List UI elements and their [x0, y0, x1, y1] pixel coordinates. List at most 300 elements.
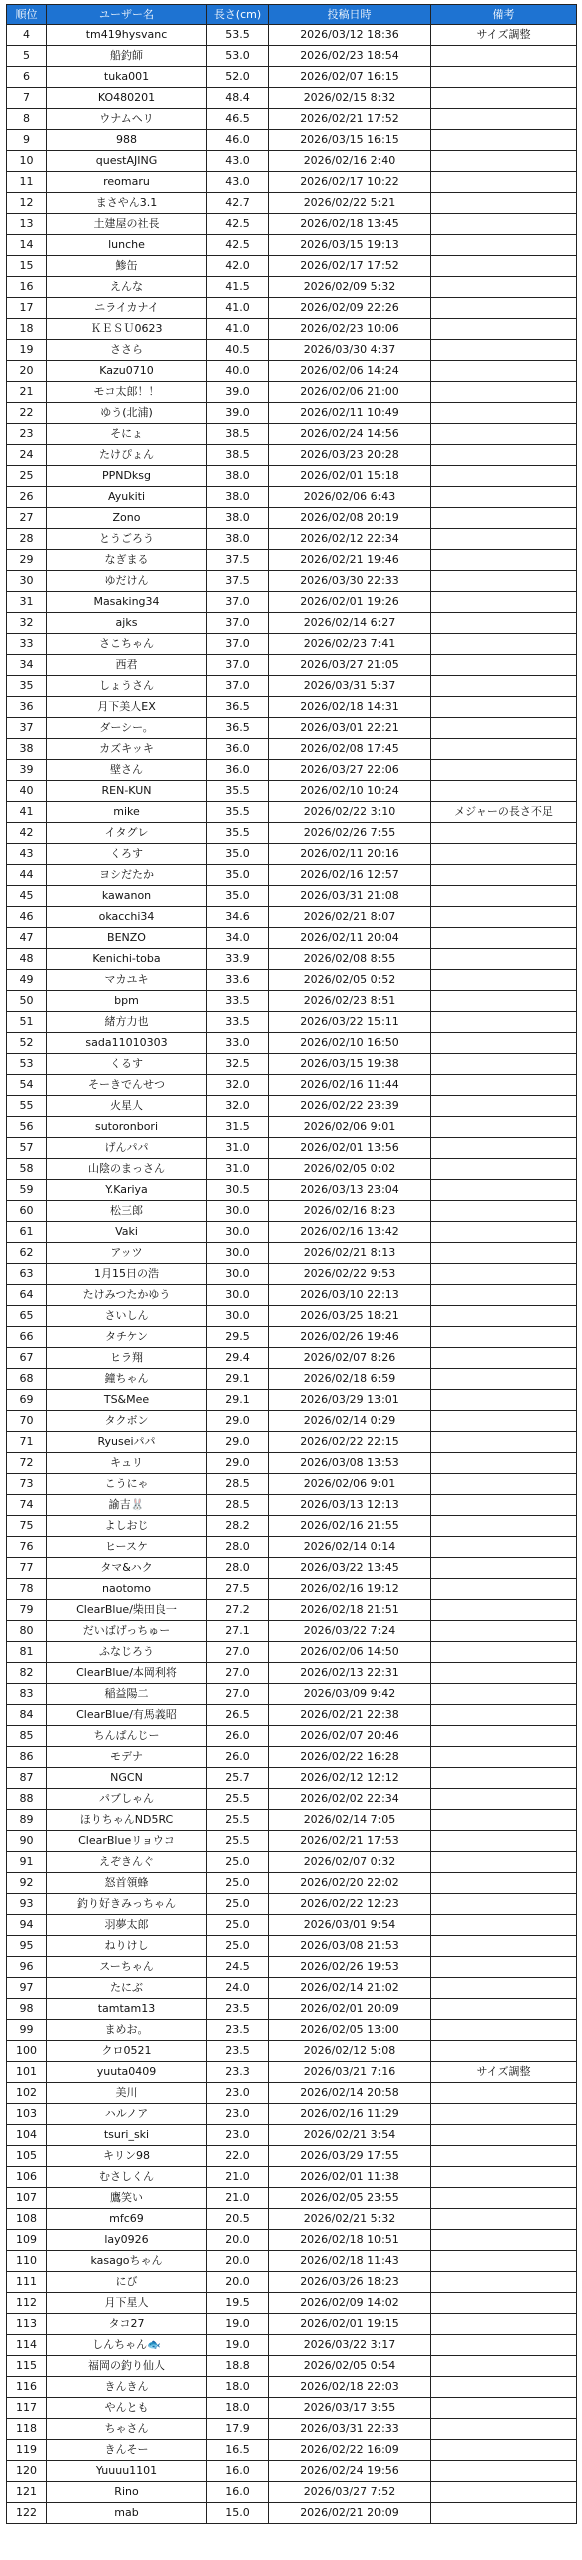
username-cell: ＫＥＳＵ0623 — [47, 319, 207, 340]
username-cell: ヒラ翔 — [47, 1348, 207, 1369]
rank-cell: 103 — [7, 2104, 47, 2125]
date-cell: 2026/02/21 17:52 — [269, 109, 431, 130]
length-cell: 33.6 — [207, 970, 269, 991]
note-cell — [431, 2314, 577, 2335]
rank-cell: 36 — [7, 697, 47, 718]
table-row — [7, 2188, 577, 2209]
length-cell: 27.5 — [207, 1579, 269, 1600]
username-cell: ほりちゃんND5RC — [47, 1810, 207, 1831]
length-cell: 21.0 — [207, 2188, 269, 2209]
username-cell: yuuta0409 — [47, 2062, 207, 2083]
table-row — [7, 970, 577, 991]
length-cell: 16.0 — [207, 2482, 269, 2503]
note-cell — [431, 424, 577, 445]
table-row — [7, 613, 577, 634]
rank-cell: 97 — [7, 1978, 47, 1999]
length-cell: 21.0 — [207, 2167, 269, 2188]
table-row — [7, 2314, 577, 2335]
date-cell: 2026/02/18 14:31 — [269, 697, 431, 718]
rank-cell: 89 — [7, 1810, 47, 1831]
date-cell: 2026/02/12 22:34 — [269, 529, 431, 550]
rank-cell: 59 — [7, 1180, 47, 1201]
rank-cell: 88 — [7, 1789, 47, 1810]
date-cell: 2026/02/22 23:39 — [269, 1096, 431, 1117]
date-cell: 2026/02/11 20:04 — [269, 928, 431, 949]
date-cell: 2026/02/18 21:51 — [269, 1600, 431, 1621]
rank-cell: 71 — [7, 1432, 47, 1453]
table-row — [7, 1495, 577, 1516]
date-cell: 2026/02/21 22:38 — [269, 1705, 431, 1726]
date-cell: 2026/02/16 12:57 — [269, 865, 431, 886]
date-cell: 2026/03/01 9:54 — [269, 1915, 431, 1936]
length-cell: 35.0 — [207, 865, 269, 886]
date-cell: 2026/02/09 14:02 — [269, 2293, 431, 2314]
rank-cell: 19 — [7, 340, 47, 361]
rank-cell: 12 — [7, 193, 47, 214]
rank-cell: 16 — [7, 277, 47, 298]
note-cell — [431, 1852, 577, 1873]
rank-cell: 98 — [7, 1999, 47, 2020]
username-cell: NGCN — [47, 1768, 207, 1789]
date-cell: 2026/02/22 22:15 — [269, 1432, 431, 1453]
table-row — [7, 2461, 577, 2482]
username-cell: だいばげっちゅー — [47, 1621, 207, 1642]
table-row — [7, 1012, 577, 1033]
length-cell: 34.6 — [207, 907, 269, 928]
date-cell: 2026/02/08 8:55 — [269, 949, 431, 970]
username-cell: okacchi34 — [47, 907, 207, 928]
note-cell — [431, 1306, 577, 1327]
note-cell — [431, 2104, 577, 2125]
date-cell: 2026/03/12 18:36 — [269, 25, 431, 46]
username-cell: sutoronbori — [47, 1117, 207, 1138]
date-cell: 2026/02/18 13:45 — [269, 214, 431, 235]
rank-cell: 91 — [7, 1852, 47, 1873]
note-cell: サイズ調整 — [431, 2062, 577, 2083]
table-row — [7, 1726, 577, 1747]
table-row — [7, 1075, 577, 1096]
note-cell — [431, 2419, 577, 2440]
username-cell: kasagoちゃん — [47, 2251, 207, 2272]
username-cell: reomaru — [47, 172, 207, 193]
length-cell: 52.0 — [207, 67, 269, 88]
username-cell: ダーシー。 — [47, 718, 207, 739]
length-cell: 23.5 — [207, 2020, 269, 2041]
table-row — [7, 1117, 577, 1138]
rank-cell: 72 — [7, 1453, 47, 1474]
table-row — [7, 361, 577, 382]
note-cell — [431, 1033, 577, 1054]
table-row — [7, 424, 577, 445]
table-row — [7, 2104, 577, 2125]
length-cell: 37.5 — [207, 550, 269, 571]
note-cell — [431, 1747, 577, 1768]
rank-cell: 38 — [7, 739, 47, 760]
rank-cell: 110 — [7, 2251, 47, 2272]
rank-cell: 111 — [7, 2272, 47, 2293]
date-cell: 2026/03/08 21:53 — [269, 1936, 431, 1957]
table-row — [7, 1285, 577, 1306]
rank-cell: 116 — [7, 2377, 47, 2398]
date-cell: 2026/02/16 21:55 — [269, 1516, 431, 1537]
length-cell: 30.0 — [207, 1222, 269, 1243]
date-cell: 2026/02/01 19:26 — [269, 592, 431, 613]
note-cell — [431, 1159, 577, 1180]
note-cell — [431, 550, 577, 571]
rank-cell: 44 — [7, 865, 47, 886]
date-cell: 2026/02/06 6:43 — [269, 487, 431, 508]
note-cell — [431, 466, 577, 487]
rank-cell: 56 — [7, 1117, 47, 1138]
table-row — [7, 1642, 577, 1663]
date-cell: 2026/02/14 7:05 — [269, 1810, 431, 1831]
note-cell — [431, 571, 577, 592]
note-cell — [431, 172, 577, 193]
note-cell — [431, 2146, 577, 2167]
rank-cell: 9 — [7, 130, 47, 151]
username-cell: ウナムヘリ — [47, 109, 207, 130]
rank-cell: 35 — [7, 676, 47, 697]
date-cell: 2026/02/21 20:09 — [269, 2503, 431, 2524]
length-cell: 23.5 — [207, 2041, 269, 2062]
username-cell: なぎまる — [47, 550, 207, 571]
table-row — [7, 1180, 577, 1201]
date-cell: 2026/03/22 3:17 — [269, 2335, 431, 2356]
rank-cell: 84 — [7, 1705, 47, 1726]
length-cell: 20.0 — [207, 2272, 269, 2293]
length-cell: 43.0 — [207, 172, 269, 193]
rank-cell: 119 — [7, 2440, 47, 2461]
rank-cell: 58 — [7, 1159, 47, 1180]
table-row — [7, 1327, 577, 1348]
rank-cell: 57 — [7, 1138, 47, 1159]
note-cell — [431, 634, 577, 655]
length-cell: 37.0 — [207, 613, 269, 634]
date-cell: 2026/02/26 19:53 — [269, 1957, 431, 1978]
table-row — [7, 319, 577, 340]
date-cell: 2026/03/13 23:04 — [269, 1180, 431, 1201]
note-cell — [431, 1537, 577, 1558]
username-cell: Rino — [47, 2482, 207, 2503]
note-cell — [431, 2482, 577, 2503]
table-row — [7, 634, 577, 655]
note-cell — [431, 1516, 577, 1537]
note-cell — [431, 1915, 577, 1936]
table-row — [7, 2209, 577, 2230]
length-cell: 26.5 — [207, 1705, 269, 1726]
rank-cell: 67 — [7, 1348, 47, 1369]
header-user: ユーザー名 — [47, 5, 207, 25]
rank-cell: 48 — [7, 949, 47, 970]
username-cell: sada11010303 — [47, 1033, 207, 1054]
date-cell: 2026/02/06 9:01 — [269, 1117, 431, 1138]
note-cell — [431, 1390, 577, 1411]
date-cell: 2026/03/26 18:23 — [269, 2272, 431, 2293]
note-cell — [431, 361, 577, 382]
rank-cell: 42 — [7, 823, 47, 844]
username-cell: naotomo — [47, 1579, 207, 1600]
table-row — [7, 1159, 577, 1180]
table-row — [7, 2419, 577, 2440]
username-cell: TS&Mee — [47, 1390, 207, 1411]
date-cell: 2026/02/06 14:24 — [269, 361, 431, 382]
date-cell: 2026/02/05 23:55 — [269, 2188, 431, 2209]
note-cell — [431, 2041, 577, 2062]
table-row — [7, 1201, 577, 1222]
length-cell: 29.0 — [207, 1453, 269, 1474]
note-cell — [431, 1096, 577, 1117]
date-cell: 2026/02/05 0:52 — [269, 970, 431, 991]
username-cell: tsuri_ski — [47, 2125, 207, 2146]
note-cell — [431, 2188, 577, 2209]
username-cell: アッツ — [47, 1243, 207, 1264]
note-cell — [431, 1999, 577, 2020]
length-cell: 37.0 — [207, 676, 269, 697]
length-cell: 37.0 — [207, 634, 269, 655]
date-cell: 2026/02/21 19:46 — [269, 550, 431, 571]
ranking-table — [6, 4, 577, 2524]
rank-cell: 20 — [7, 361, 47, 382]
length-cell: 27.0 — [207, 1642, 269, 1663]
table-row — [7, 2020, 577, 2041]
table-row — [7, 1663, 577, 1684]
rank-cell: 74 — [7, 1495, 47, 1516]
rank-cell: 70 — [7, 1411, 47, 1432]
length-cell: 37.0 — [207, 655, 269, 676]
table-row — [7, 1957, 577, 1978]
username-cell: Kenichi-toba — [47, 949, 207, 970]
rank-cell: 8 — [7, 109, 47, 130]
length-cell: 28.2 — [207, 1516, 269, 1537]
rank-cell: 81 — [7, 1642, 47, 1663]
table-row — [7, 487, 577, 508]
table-row — [7, 1432, 577, 1453]
table-row — [7, 2125, 577, 2146]
note-cell — [431, 739, 577, 760]
rank-cell: 5 — [7, 46, 47, 67]
rank-cell: 100 — [7, 2041, 47, 2062]
date-cell: 2026/02/18 6:59 — [269, 1369, 431, 1390]
username-cell: きんきん — [47, 2377, 207, 2398]
note-cell — [431, 214, 577, 235]
note-cell — [431, 2461, 577, 2482]
note-cell: サイズ調整 — [431, 25, 577, 46]
note-cell — [431, 1264, 577, 1285]
note-cell — [431, 340, 577, 361]
date-cell: 2026/02/07 20:46 — [269, 1726, 431, 1747]
table-row — [7, 1516, 577, 1537]
rank-cell: 122 — [7, 2503, 47, 2524]
rank-cell: 28 — [7, 529, 47, 550]
username-cell: 1月15日の浩 — [47, 1264, 207, 1285]
length-cell: 48.4 — [207, 88, 269, 109]
length-cell: 40.0 — [207, 361, 269, 382]
date-cell: 2026/02/01 13:56 — [269, 1138, 431, 1159]
note-cell — [431, 928, 577, 949]
username-cell: ハルノア — [47, 2104, 207, 2125]
note-cell — [431, 2377, 577, 2398]
note-cell — [431, 2440, 577, 2461]
length-cell: 42.7 — [207, 193, 269, 214]
note-cell — [431, 319, 577, 340]
username-cell: モコ太郎！！ — [47, 382, 207, 403]
username-cell: 月下星人 — [47, 2293, 207, 2314]
date-cell: 2026/02/16 2:40 — [269, 151, 431, 172]
length-cell: 31.0 — [207, 1138, 269, 1159]
date-cell: 2026/02/22 5:21 — [269, 193, 431, 214]
rank-cell: 99 — [7, 2020, 47, 2041]
length-cell: 28.5 — [207, 1495, 269, 1516]
date-cell: 2026/03/09 9:42 — [269, 1684, 431, 1705]
note-cell — [431, 2020, 577, 2041]
header-date: 投稿日時 — [269, 5, 431, 25]
length-cell: 27.2 — [207, 1600, 269, 1621]
header-rank: 順位 — [7, 5, 47, 25]
rank-cell: 51 — [7, 1012, 47, 1033]
rank-cell: 25 — [7, 466, 47, 487]
length-cell: 18.8 — [207, 2356, 269, 2377]
length-cell: 23.0 — [207, 2083, 269, 2104]
table-row — [7, 1852, 577, 1873]
username-cell: 鯵缶 — [47, 256, 207, 277]
table-row — [7, 802, 577, 823]
date-cell: 2026/02/01 20:09 — [269, 1999, 431, 2020]
rank-cell: 32 — [7, 613, 47, 634]
length-cell: 36.0 — [207, 739, 269, 760]
rank-cell: 27 — [7, 508, 47, 529]
table-row — [7, 1264, 577, 1285]
rank-cell: 68 — [7, 1369, 47, 1390]
table-row — [7, 1537, 577, 1558]
length-cell: 29.1 — [207, 1369, 269, 1390]
length-cell: 32.5 — [207, 1054, 269, 1075]
length-cell: 43.0 — [207, 151, 269, 172]
length-cell: 18.0 — [207, 2398, 269, 2419]
rank-cell: 53 — [7, 1054, 47, 1075]
table-row — [7, 928, 577, 949]
table-row — [7, 718, 577, 739]
username-cell: よしおじ — [47, 1516, 207, 1537]
username-cell: マカユキ — [47, 970, 207, 991]
rank-cell: 24 — [7, 445, 47, 466]
username-cell: 火星人 — [47, 1096, 207, 1117]
username-cell: しょうさん — [47, 676, 207, 697]
table-row — [7, 151, 577, 172]
date-cell: 2026/03/08 13:53 — [269, 1453, 431, 1474]
note-cell — [431, 1600, 577, 1621]
rank-cell: 79 — [7, 1600, 47, 1621]
date-cell: 2026/03/22 15:11 — [269, 1012, 431, 1033]
date-cell: 2026/03/01 22:21 — [269, 718, 431, 739]
length-cell: 24.0 — [207, 1978, 269, 1999]
username-cell: まさやん3.1 — [47, 193, 207, 214]
length-cell: 25.0 — [207, 1915, 269, 1936]
table-row — [7, 781, 577, 802]
username-cell: 緒方力也 — [47, 1012, 207, 1033]
rank-cell: 82 — [7, 1663, 47, 1684]
rank-cell: 76 — [7, 1537, 47, 1558]
note-cell — [431, 382, 577, 403]
rank-cell: 104 — [7, 2125, 47, 2146]
rank-cell: 109 — [7, 2230, 47, 2251]
length-cell: 33.9 — [207, 949, 269, 970]
username-cell: Y.Kariya — [47, 1180, 207, 1201]
username-cell: たけみつたかゆう — [47, 1285, 207, 1306]
username-cell: PPNDksg — [47, 466, 207, 487]
username-cell: ゆだけん — [47, 571, 207, 592]
username-cell: ささら — [47, 340, 207, 361]
length-cell: 25.0 — [207, 1852, 269, 1873]
table-row — [7, 25, 577, 46]
table-row — [7, 2503, 577, 2524]
table-row — [7, 1348, 577, 1369]
date-cell: 2026/03/15 16:15 — [269, 130, 431, 151]
table-row — [7, 1936, 577, 1957]
table-row — [7, 340, 577, 361]
rank-cell: 11 — [7, 172, 47, 193]
username-cell: こうにゃ — [47, 1474, 207, 1495]
table-row — [7, 1873, 577, 1894]
rank-cell: 41 — [7, 802, 47, 823]
username-cell: kawanon — [47, 886, 207, 907]
table-body — [7, 25, 577, 2524]
username-cell: ねりけし — [47, 1936, 207, 1957]
note-cell — [431, 1621, 577, 1642]
date-cell: 2026/03/15 19:38 — [269, 1054, 431, 1075]
length-cell: 17.9 — [207, 2419, 269, 2440]
note-cell — [431, 1012, 577, 1033]
note-cell — [431, 907, 577, 928]
date-cell: 2026/02/22 12:23 — [269, 1894, 431, 1915]
date-cell: 2026/02/08 17:45 — [269, 739, 431, 760]
username-cell: 美川 — [47, 2083, 207, 2104]
date-cell: 2026/02/07 8:26 — [269, 1348, 431, 1369]
date-cell: 2026/03/31 22:33 — [269, 2419, 431, 2440]
username-cell: lunche — [47, 235, 207, 256]
rank-cell: 69 — [7, 1390, 47, 1411]
rank-cell: 64 — [7, 1285, 47, 1306]
table-row — [7, 1915, 577, 1936]
note-cell — [431, 886, 577, 907]
date-cell: 2026/02/18 11:43 — [269, 2251, 431, 2272]
table-row — [7, 2293, 577, 2314]
table-row — [7, 2356, 577, 2377]
username-cell: モデナ — [47, 1747, 207, 1768]
length-cell: 26.0 — [207, 1747, 269, 1768]
table-row — [7, 2272, 577, 2293]
rank-cell: 80 — [7, 1621, 47, 1642]
note-cell — [431, 1873, 577, 1894]
date-cell: 2026/02/21 3:54 — [269, 2125, 431, 2146]
length-cell: 41.0 — [207, 319, 269, 340]
rank-cell: 7 — [7, 88, 47, 109]
username-cell: ajks — [47, 613, 207, 634]
rank-cell: 108 — [7, 2209, 47, 2230]
note-cell — [431, 46, 577, 67]
table-row — [7, 865, 577, 886]
date-cell: 2026/02/22 16:09 — [269, 2440, 431, 2461]
date-cell: 2026/02/17 10:22 — [269, 172, 431, 193]
length-cell: 36.0 — [207, 760, 269, 781]
date-cell: 2026/02/18 22:03 — [269, 2377, 431, 2398]
length-cell: 22.0 — [207, 2146, 269, 2167]
length-cell: 46.5 — [207, 109, 269, 130]
date-cell: 2026/02/09 22:26 — [269, 298, 431, 319]
note-cell — [431, 2356, 577, 2377]
username-cell: タチケン — [47, 1327, 207, 1348]
note-cell — [431, 949, 577, 970]
date-cell: 2026/02/05 13:00 — [269, 2020, 431, 2041]
